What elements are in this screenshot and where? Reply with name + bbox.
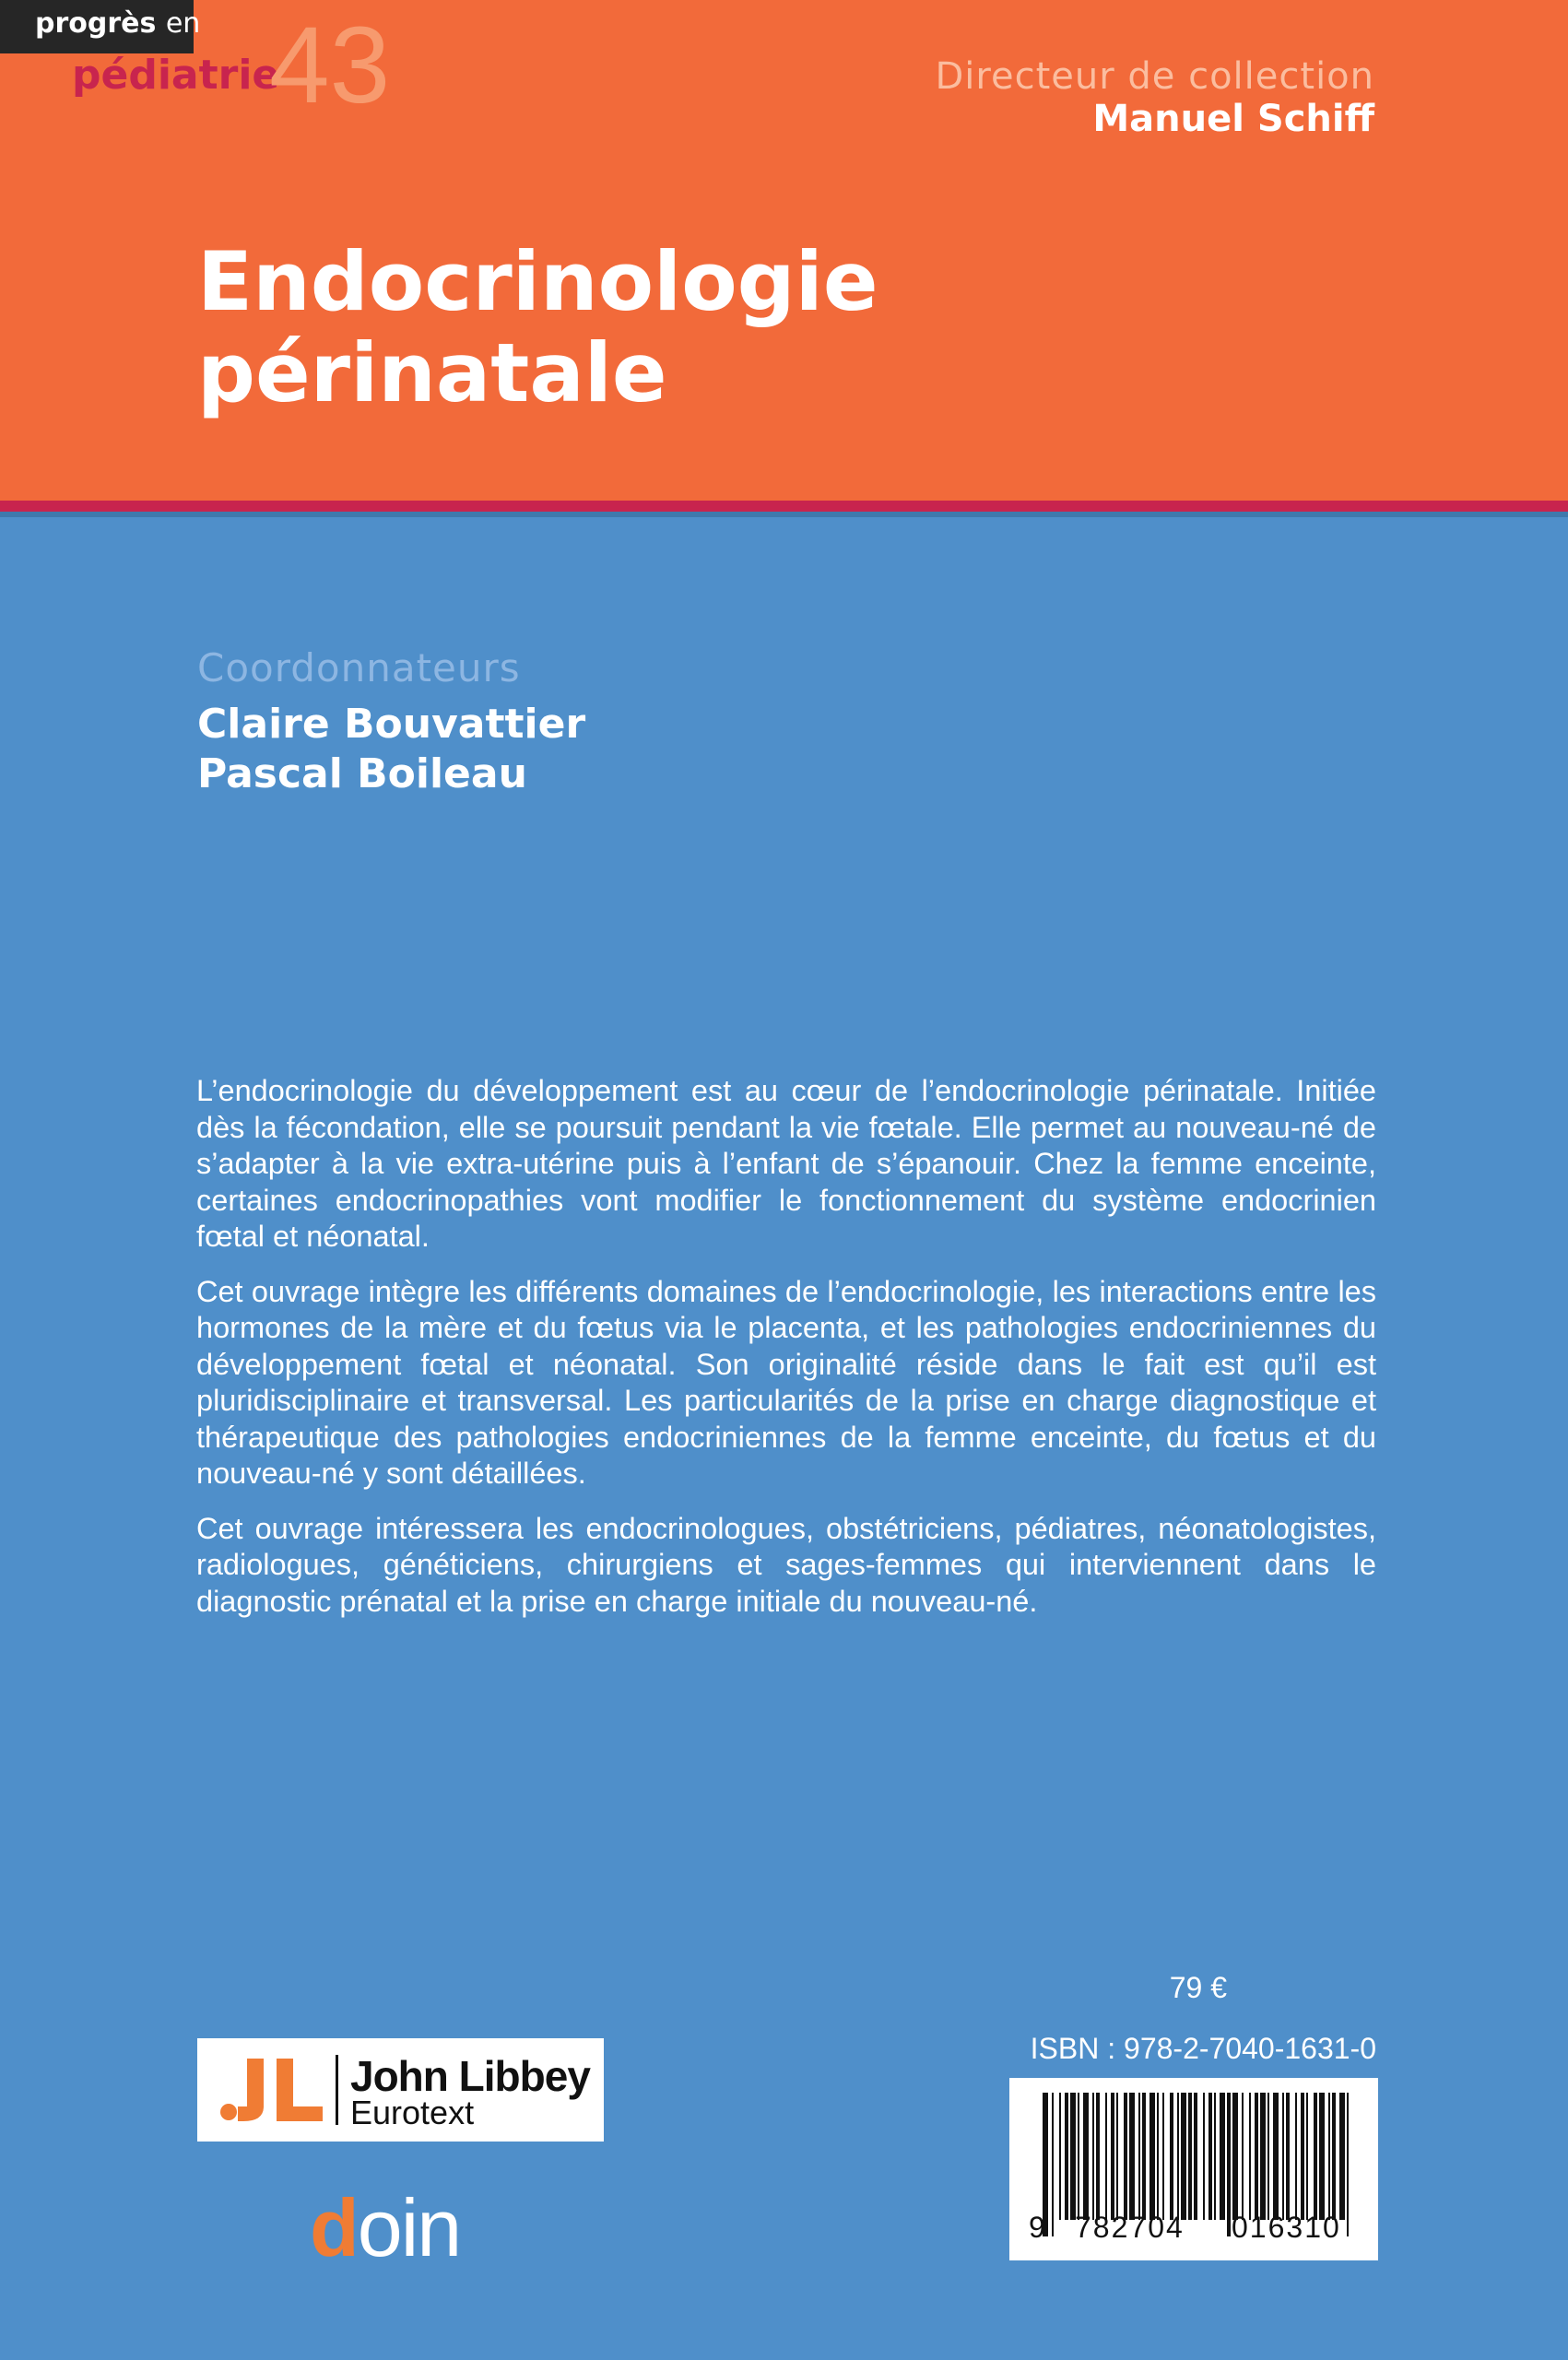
publisher-name: John Libbey xyxy=(350,2052,590,2100)
series-name: pédiatrie xyxy=(72,52,280,99)
book-title-line1: Endocrinologie xyxy=(197,234,878,329)
john-libbey-logo xyxy=(197,2038,604,2142)
logo-separator xyxy=(336,2055,338,2125)
doin-logo: doin xyxy=(310,2182,461,2273)
series-number: 43 xyxy=(269,5,391,126)
band-shadow xyxy=(0,512,1568,517)
description-paragraph: L’endocrinologie du développement est au cœur de l’endocrinologie périnatale. Initiée dès la fécondation, elle se poursuit pendant la vie fœtale. Elle permet au nouveau-né de s’adapter à la vie extra-utérine puis à l’enfant de s’épanouir. Chez la femme enceinte, certaines endocrinopathies vont modifier le fonctionnement du système endocrinien fœtal et néonatal. xyxy=(196,1074,1376,1253)
price: 79 € xyxy=(1169,1971,1227,2004)
coordinators-label: Coordonnateurs xyxy=(197,645,521,690)
barcode-right-group: 016310 xyxy=(1232,2211,1341,2244)
isbn: ISBN : 978-2-7040-1631-0 xyxy=(1030,2032,1376,2065)
book-title xyxy=(197,236,878,419)
jl-mark-icon xyxy=(219,2055,330,2125)
description-paragraph: Cet ouvrage intéressera les endocrinologues, obstétriciens, pédiatres, néonatologistes, radiologues, généticiens, chirurgiens et sages-femmes qui interviennent dans le diagnostic prénatal et la prise en charge initiale du nouveau-né. xyxy=(196,1511,1376,1618)
description xyxy=(196,1073,1376,1638)
series-box xyxy=(0,0,201,53)
publisher-sub: Eurotext xyxy=(350,2094,475,2131)
coordinator-name: Pascal Boileau xyxy=(197,750,527,797)
series-prefix: progrès en xyxy=(35,7,201,40)
barcode-first-digit: 9 xyxy=(1029,2211,1045,2244)
book-title-line2: périnatale xyxy=(197,325,667,421)
description-paragraph: Cet ouvrage intègre les différents domaines de l’endocrinologie, les interactions entre les hormones de la mère et du fœtus via le placenta, et les pathologies endocriniennes du développement fœtal et néonatal. Son originalité réside dans le fait est qu’il est pluridisciplinaire et transversal. Les particularités de la prise en charge diagnostique et thérapeutique des pathologies endocriniennes de la femme enceinte, du fœtus et du nouveau-né y sont détaillées. xyxy=(196,1274,1376,1490)
crimson-band xyxy=(0,501,1568,512)
collection-director-label: Directeur de collection xyxy=(935,55,1374,98)
barcode-left-group: 782704 xyxy=(1075,2211,1185,2244)
coordinator-name: Claire Bouvattier xyxy=(197,701,586,748)
collection-director-name: Manuel Schiff xyxy=(1092,98,1374,140)
